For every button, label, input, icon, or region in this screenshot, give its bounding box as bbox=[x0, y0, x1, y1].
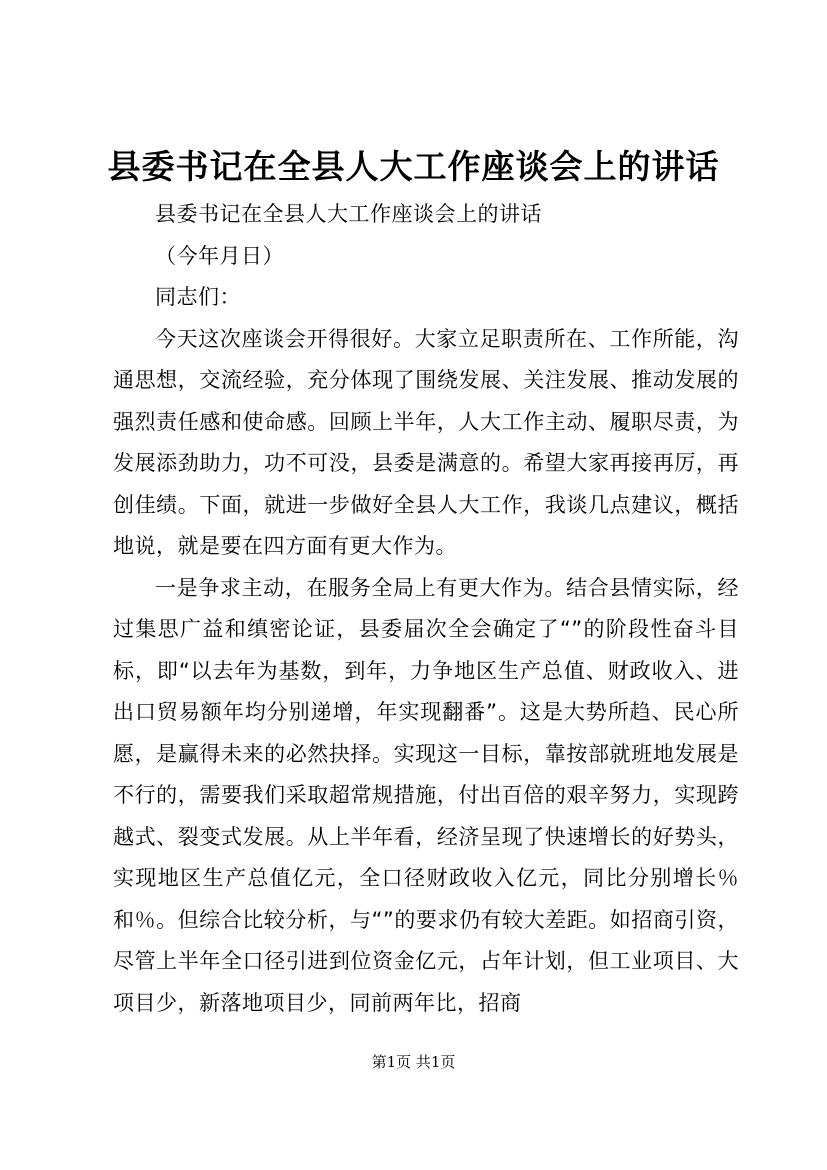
salutation-paragraph: 同志们： bbox=[155, 285, 241, 309]
date-paragraph: （今年月日） bbox=[155, 243, 284, 268]
page-number-label: 第1页 共1页 bbox=[371, 1053, 456, 1071]
body-paragraph: 今天这次座谈会开得很好。大家立足职责所在、工作所能，沟通思想，交流经验，充分体现了围绕发展、关注发展、推动发展的强烈责任感和使命感。回顾上半年，人大工作主动、履职尽责，为发展添劲助力，功不可没，县委是满意的。希望大家再接再厉，再创佳绩。下面，就进一步做好全县人大工作，我谈几点建议，概括地说，就是要在四方面有更大作为。 bbox=[113, 326, 739, 558]
subtitle-paragraph: 县委书记在全县人大工作座谈会上的讲话 bbox=[155, 202, 542, 226]
document-body bbox=[113, 194, 739, 1024]
page-footer bbox=[0, 1052, 827, 1072]
document-title: 县委书记在全县人大工作座谈会上的讲话 bbox=[107, 147, 720, 186]
body-paragraph: 一是争求主动，在服务全局上有更大作为。结合县情实际，经过集思广益和缜密论证，县委届次全会确定了“”的阶段性奋斗目标，即“以去年为基数，到年，力争地区生产总值、财政收入、进出口贸易额年均分别递增，年实现翻番”。这是大势所趋、民心所愿，是赢得未来的必然抉择。实现这一目标，靠按部就班地发展是不行的，需要我们采取超常规措施，付出百倍的艰辛努力，实现跨越式、裂变式发展。从上半年看，经济呈现了快速增长的好势头，实现地区生产总值亿元，全口径财政收入亿元，同比分别增长％和％。但综合比较分析，与“”的要求仍有较大差距。如招商引资，尽管上半年全口径引进到位资金亿元，占年计划，但工业项目、大项目少，新落地项目少，同前两年比，招商 bbox=[113, 575, 739, 1015]
